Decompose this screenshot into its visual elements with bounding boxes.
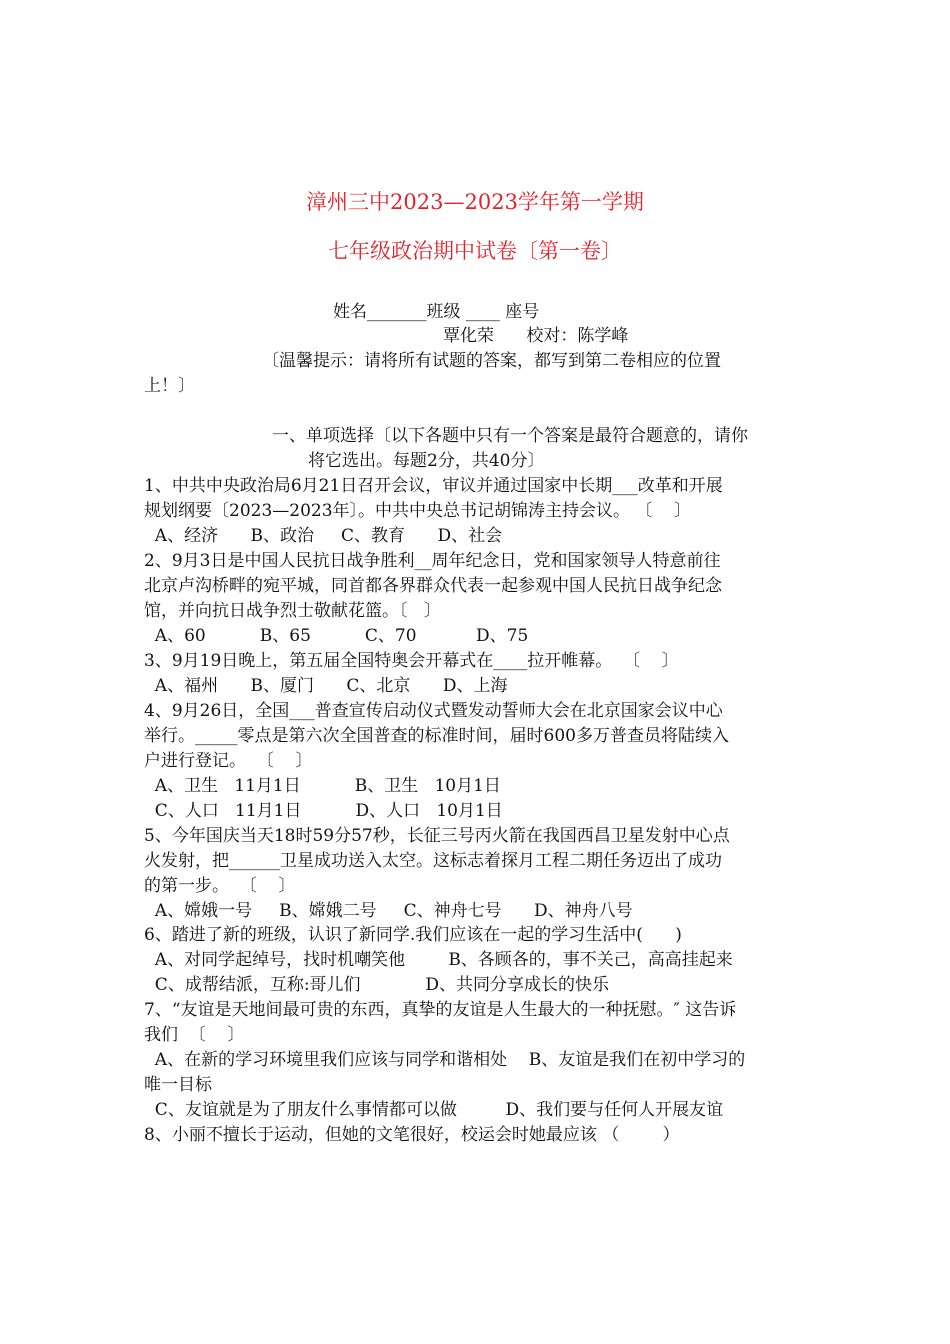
question-text: 馆，并向抗日战争烈士敬献花篮。〔 〕 [144,601,441,621]
question-text: 5、今年国庆当天18时59分57秒，长征三号丙火箭在我国西昌卫星发射中心点 [144,826,730,846]
question-options: C、成帮结派，互称:哥儿们 D、共同分享成长的快乐 [144,975,610,995]
question-options: A、福州 B、厦门 C、北京 D、上海 [144,676,508,696]
question-options: 唯一目标 [144,1075,212,1095]
student-info-line: 姓名_______班级 ____ 座号 [333,302,540,322]
question-text: 7、“友谊是天地间最可贵的东西，真挚的友谊是人生最大的一种抚慰。″ 这告诉 [144,1000,737,1020]
question-options: A、在新的学习环境里我们应该与同学和谐相处 B、友谊是我们在初中学习的 [144,1050,746,1070]
question-text: 举行。_____零点是第六次全国普查的标准时间，届时600多万普查员将陆续入 [144,726,729,746]
question-text: 8、小丽不擅长于运动，但她的文笔很好，校运会时她最应该 （ ） [144,1125,680,1145]
question-options: A、60 B、65 C、70 D、75 [144,626,529,646]
question-text: 2、9月3日是中国人民抗日战争胜利__周年纪念日，党和国家领导人特意前往 [144,551,721,571]
question-options: C、友谊就是为了朋友什么事情都可以做 D、我们要与任何人开展友谊 [144,1100,724,1120]
question-options: A、嫦娥一号 B、嫦娥二号 C、神舟七号 D、神舟八号 [144,901,633,921]
question-text: 的第一步。 〔 〕 [144,876,296,896]
question-text: 北京卢沟桥畔的宛平城，同首都各界群众代表一起参观中国人民抗日战争纪念 [144,576,722,596]
question-text: 户进行登记。 〔 〕 [144,751,313,771]
tip-line-continued: 上！〕 [144,376,195,396]
tip-line: 〔温馨提示：请将所有试题的答案，都写到第二卷相应的位置 [262,351,721,371]
question-text: 火发射，把______卫星成功送入太空。这标志着探月工程二期任务迈出了成功 [144,851,722,871]
question-options: A、对同学起绰号，找时机嘲笑他 B、各顾各的，事不关己，高高挂起来 [144,950,733,970]
question-text: 3、9月19日晚上，第五届全国特奥会开幕式在____拉开帷幕。 〔 〕 [144,651,679,671]
question-text: 4、9月26日，全国___普查宣传启动仪式暨发动誓师大会在北京国家会议中心 [144,701,723,721]
question-text: 1、中共中央政治局6月21日召开会议，审议并通过国家中长期___改革和开展 [144,476,723,496]
question-text: 我们 〔 〕 [144,1025,245,1045]
author-line: 覃化荣 校对：陈学峰 [443,326,629,346]
section-heading-continued: 将它选出。每题2分，共40分〕 [308,451,545,471]
question-text: 规划纲要〔2023—2023年〕。中共中央总书记胡锦涛主持会议。 〔 〕 [144,501,692,521]
question-options: A、经济 B、政治 C、教育 D、社会 [144,526,503,546]
section-heading: 一、单项选择〔以下各题中只有一个答案是最符合题意的，请你 [272,426,748,446]
question-text: 6、踏进了新的班级，认识了新同学.我们应该在一起的学习生活中( ) [144,925,682,945]
question-options: A、卫生 11月1日 B、卫生 10月1日 [144,776,501,796]
exam-title: 漳州三中2023—2023学年第一学期 [306,190,644,214]
exam-subtitle: 七年级政治期中试卷〔第一卷〕 [328,239,622,263]
question-options: C、人口 11月1日 D、人口 10月1日 [144,801,503,821]
